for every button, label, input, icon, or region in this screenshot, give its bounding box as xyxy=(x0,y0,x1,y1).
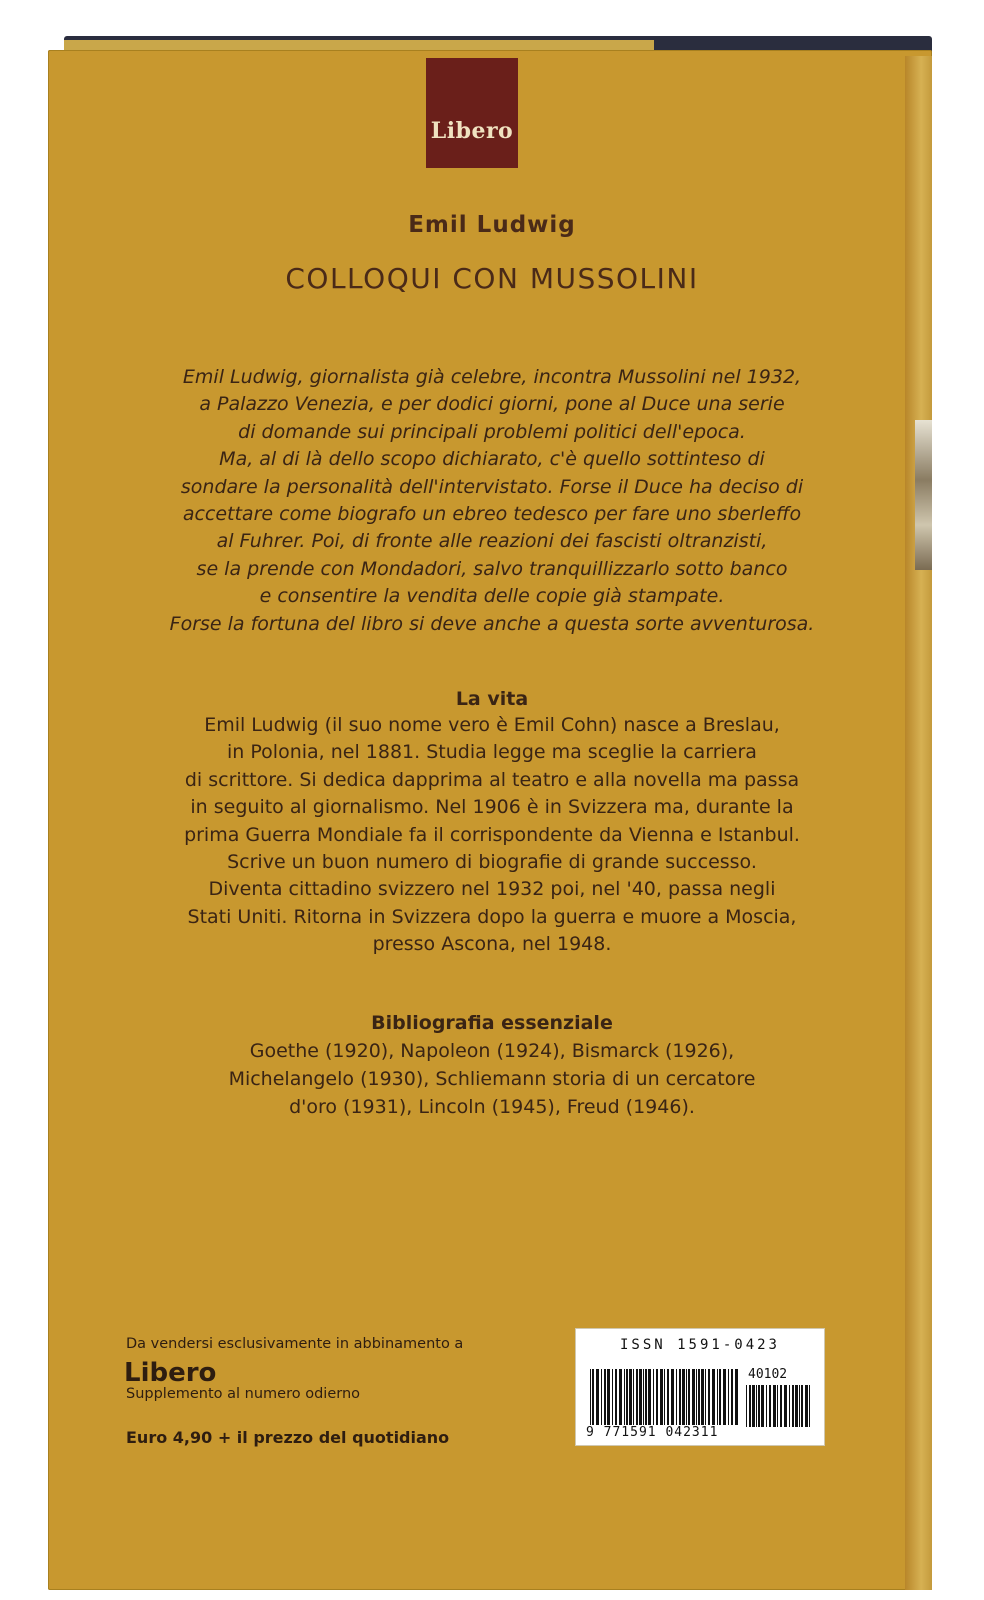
author-biography xyxy=(104,712,880,959)
blurb-line: Forse la fortuna del libro si deve anche a questa sorte avventurosa. xyxy=(169,612,815,635)
bio-line: di scrittore. Si dedica dapprima al teatro e alla novella ma passa xyxy=(184,768,800,791)
barcode-addon-icon xyxy=(746,1385,812,1427)
spine-photo-fragment xyxy=(915,420,932,570)
barcode-bar xyxy=(766,1385,767,1427)
barcode-bar xyxy=(749,1385,751,1427)
barcode-bar xyxy=(629,1369,632,1425)
barcode-bar xyxy=(626,1369,628,1425)
barcode-bar xyxy=(758,1385,760,1427)
barcode-bar xyxy=(679,1369,681,1425)
blurb-line: accettare come biografo un ebreo tedesco per fare uno sberleffo xyxy=(182,503,802,526)
barcode-bar xyxy=(777,1385,778,1427)
barcode-bar xyxy=(653,1369,654,1425)
sale-note: Da vendersi esclusivamente in abbinamento a xyxy=(126,1336,464,1352)
barcode-bar xyxy=(719,1369,721,1425)
bio-line: Emil Ludwig (il suo nome vero è Emil Cohn) nasce a Breslau, xyxy=(204,714,780,736)
blurb-line: sondare la personalità dell'intervistato. Forse il Duce ha deciso di xyxy=(180,475,804,498)
blurb-line: Emil Ludwig, giornalista già celebre, incontra Mussolini nel 1932, xyxy=(182,366,802,388)
barcode-bar xyxy=(708,1369,710,1425)
publisher-logo xyxy=(426,58,518,168)
book-blurb xyxy=(104,364,880,638)
bio-line: Diventa cittadino svizzero nel 1932 poi, nel '40, passa negli xyxy=(208,878,776,901)
barcode-bar xyxy=(717,1369,718,1425)
barcode-bar xyxy=(612,1369,613,1425)
bio-heading: La vita xyxy=(455,688,529,710)
barcode-bar xyxy=(799,1385,800,1427)
blurb-line: Ma, al di là dello scopo dichiarato, c'è quello sottinteso di xyxy=(219,448,765,471)
barcode-bar xyxy=(761,1385,764,1427)
bibliography-line: Goethe (1920), Napoleon (1924), Bismarck (1926), xyxy=(249,1040,735,1062)
barcode-bar xyxy=(619,1369,622,1425)
barcode-bar xyxy=(636,1369,638,1425)
barcode-bar xyxy=(624,1369,625,1425)
barcode-bar xyxy=(686,1369,687,1425)
barcode-bar xyxy=(667,1369,669,1425)
barcode-bar xyxy=(731,1369,733,1425)
barcode-bar xyxy=(723,1369,726,1425)
bio-line: Scrive un buon numero di biografie di grande successo. xyxy=(227,851,757,874)
barcode-bar xyxy=(801,1385,803,1427)
blurb-line: se la prende con Mondadori, salvo tranquillizzarlo sotto banco xyxy=(196,557,788,580)
barcode-bar xyxy=(688,1369,690,1425)
barcode-bar xyxy=(692,1369,695,1425)
sale-brand: Libero xyxy=(124,1358,217,1388)
ean-number: 9 771591 042311 xyxy=(586,1425,719,1440)
sale-supplement: Supplemento al numero odierno xyxy=(126,1386,361,1402)
barcode-bar xyxy=(705,1369,706,1425)
barcode-bar xyxy=(607,1369,610,1425)
book-author: Emil Ludwig xyxy=(408,212,576,238)
barcode-bar xyxy=(676,1369,677,1425)
barcode-bar xyxy=(780,1385,782,1427)
barcode-bar xyxy=(784,1385,787,1427)
barcode-bar xyxy=(633,1369,634,1425)
barcode-bar xyxy=(752,1385,755,1427)
barcode-icon xyxy=(590,1369,740,1425)
bio-line: Stati Uniti. Ritorna in Svizzera dopo la guerra e muore a Moscia, xyxy=(187,905,797,928)
barcode-bar xyxy=(698,1369,700,1425)
barcode-bar xyxy=(639,1369,642,1425)
barcode-bar xyxy=(795,1385,798,1427)
bibliography-heading: Bibliografia essenziale xyxy=(371,1012,613,1034)
barcode-bar xyxy=(792,1385,794,1427)
bio-line: presso Ascona, nel 1948. xyxy=(372,933,612,956)
barcode-bar xyxy=(671,1369,674,1425)
issn-number: ISSN 1591-0423 xyxy=(619,1337,780,1353)
price-label: Euro 4,90 + il prezzo del quotidiano xyxy=(126,1428,450,1447)
bio-line: in seguito al giornalismo. Nel 1906 è in Svizzera ma, durante la xyxy=(190,796,794,819)
barcode-bar xyxy=(601,1369,602,1425)
blurb-line: di domande sui principali problemi politici dell'epoca. xyxy=(238,420,746,443)
barcode-label xyxy=(575,1328,825,1446)
barcode-bar xyxy=(604,1369,606,1425)
blurb-line: e consentire la vendita delle copie già stampate. xyxy=(259,585,725,608)
barcode-bar xyxy=(590,1369,591,1425)
barcode-bar xyxy=(746,1385,747,1427)
bibliography-line: Michelangelo (1930), Schliemann storia di un cercatore xyxy=(228,1068,756,1090)
barcode-bar xyxy=(682,1369,685,1425)
blurb-line: a Palazzo Venezia, e per dodici giorni, pone al Duce una serie xyxy=(199,393,785,416)
barcode-addon-number: 40102 xyxy=(748,1367,788,1382)
publisher-logo-text: Libero xyxy=(430,118,514,144)
bio-line: in Polonia, nel 1881. Studia legge ma sceglie la carriera xyxy=(227,741,757,764)
barcode-bar xyxy=(769,1385,771,1427)
barcode-bar xyxy=(805,1385,808,1427)
barcode-bar xyxy=(712,1369,715,1425)
barcode-bar xyxy=(728,1369,729,1425)
barcode-bar xyxy=(648,1369,651,1425)
barcode-bar xyxy=(664,1369,665,1425)
barcode-bar xyxy=(656,1369,658,1425)
barcode-bar xyxy=(660,1369,663,1425)
book-title: COLLOQUI CON MUSSOLINI xyxy=(285,262,699,295)
barcode-bar xyxy=(756,1385,757,1427)
barcode-bar xyxy=(789,1385,790,1427)
bio-line: prima Guerra Mondiale fa il corrispondente da Vienna e Istanbul. xyxy=(184,823,800,846)
barcode-bar xyxy=(596,1369,599,1425)
barcode-bar xyxy=(615,1369,617,1425)
barcode-bar xyxy=(592,1369,594,1425)
bibliography-list xyxy=(104,1037,880,1121)
bibliography-line: d'oro (1931), Lincoln (1945), Freud (1946). xyxy=(289,1096,695,1118)
blurb-line: al Fuhrer. Poi, di fronte alle reazioni dei fascisti oltranzisti, xyxy=(216,530,768,553)
barcode-bar xyxy=(643,1369,644,1425)
barcode-bar xyxy=(701,1369,704,1425)
barcode-bar xyxy=(696,1369,697,1425)
barcode-bar xyxy=(809,1385,810,1427)
barcode-bar xyxy=(645,1369,647,1425)
barcode-bar xyxy=(773,1385,776,1427)
barcode-bar xyxy=(735,1369,738,1425)
